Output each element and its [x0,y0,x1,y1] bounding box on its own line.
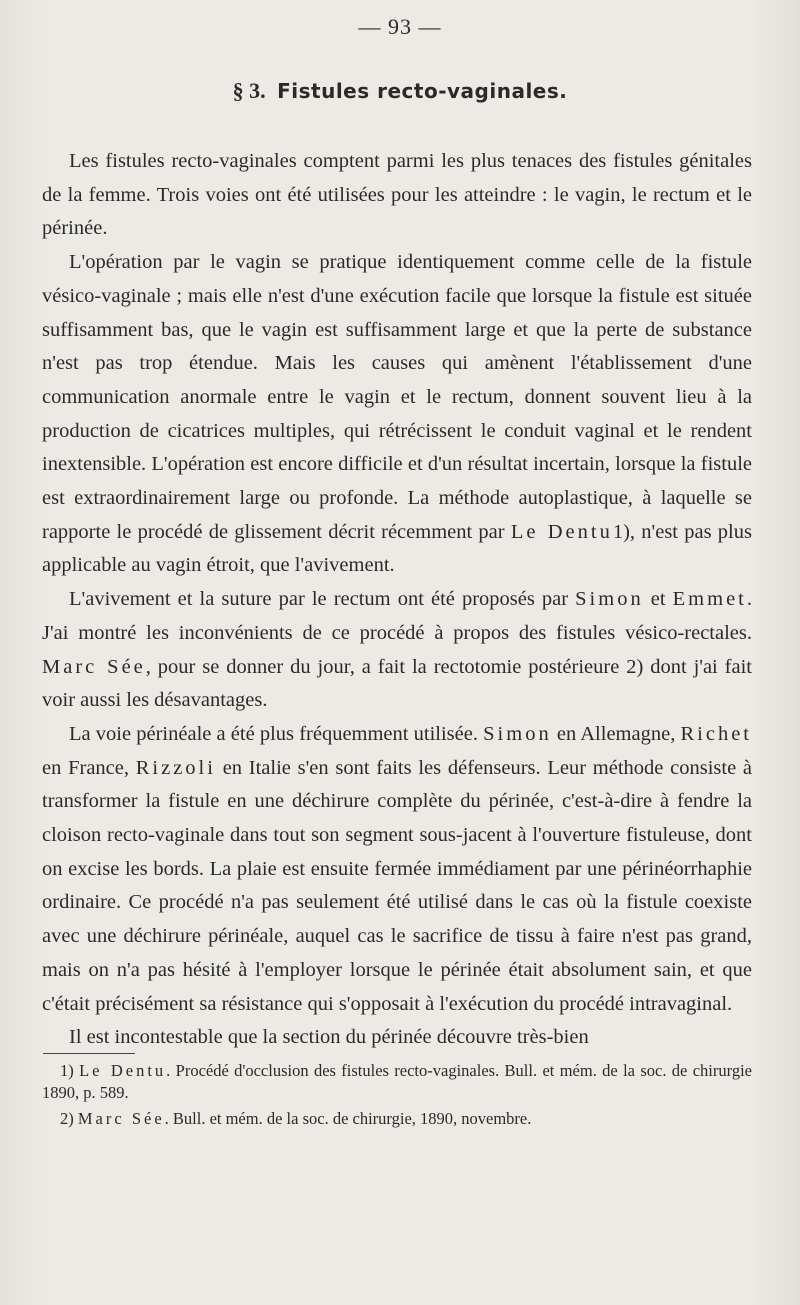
section-title: Fistules recto-vaginales. [277,79,568,103]
text-run: . Bull. et mém. de la soc. de chirurgie, 1890, novembre. [164,1109,532,1128]
text-run: , pour se donner du jour, a fait la rectotomie postérieure 2) dont j'ai fait voir aussi les désavantages. [42,655,752,712]
footnote [42,1108,752,1130]
author-name: Le Dentu [79,1061,167,1080]
author-name: Marc Sée [77,1109,165,1128]
section-number: § 3. [232,78,266,103]
text-run: 1), n'est pas plus applicable au vagin étroit, que l'avivement. [42,520,752,577]
paragraph [42,1021,752,1055]
text-run: L'avivement et la suture par le rectum ont été proposés par [69,588,576,611]
author-name: Simon [483,722,552,745]
body-text [42,145,752,1055]
text-run: . J'ai montré les inconvénients de ce procédé à propos des fistules vésico-rectales. [42,588,752,644]
author-name: Le Dentu [510,520,613,543]
paragraph [42,583,752,718]
text-run: en Allemagne, [551,722,681,745]
text-run: Il est incontestable que la section du périnée découvre très-bien [69,1026,589,1049]
footnote [42,1060,752,1104]
text-run: L'opération par le vagin se pratique identiquement comme celle de la fistule vésico-vaginale ; mais elle n'est d'une exécution facile que lorsque la fistule est située suffisamment bas, que le vagin est suffisamment large et que la perte de substance n'est pas trop étendue. Mais les causes qui amènent l'établissement d'une communication anormale entre le vagin et le rectum, donnent souvent lieu à la production de cicatrices multiples, qui rétrécissent le conduit vaginal et le rendent inextensible. L'opération est encore difficile et d'un résultat incertain, lorsque la fistule est extraordinairement large ou profonde. La méthode autoplastique, à laquelle se rapporte le procédé de glissement décrit récemment par [42,251,752,543]
footnotes [42,1060,752,1134]
text-run: en France, [42,756,136,779]
section-heading [0,78,800,104]
text-run: en Italie s'en sont faits les défenseurs. Leur méthode consiste à transformer la fistule en une déchirure complète du périnée, c'est-à-dire à fendre la cloison recto-vaginale dans tout son segment sous-jacent à l'ouverture fistuleuse, dont on excise les bords. La plaie est ensuite fermée immédiament par une périnéorrhaphie ordinaire. Ce procédé n'a pas seulement été utilisé dans le cas où la fistule coexiste avec une déchirure périnéale, auquel cas le sacrifice de tissu à faire n'est pas grand, mais on n'a pas hésité à l'employer lorsque le périnée était absolument sain, et que c'était précisément sa résistance qui s'opposait à l'exécution du procédé intravaginal. [42,756,753,1015]
paragraph [42,246,752,583]
text-run: et [643,588,673,611]
page-number: — 93 — [358,14,442,39]
author-name: Simon [575,588,644,611]
author-name: Marc Sée [42,655,146,678]
author-name: Richet [680,722,752,745]
author-name: Rizzoli [135,756,216,779]
footnote-separator [43,1053,135,1054]
paragraph [42,145,752,246]
paragraph [42,718,752,1021]
author-name: Emmet [672,588,747,611]
text-run: La voie périnéale a été plus fréquemment utilisée. [69,722,484,745]
text-run: 2) [60,1109,78,1128]
text-run: 1) [60,1061,80,1080]
text-run: Les fistules recto-vaginales comptent parmi les plus tenaces des fistules génitales de la femme. Trois voies ont été utilisées pour les atteindre : le vagin, le rectum et le périnée. [42,150,752,240]
text-run: . Procédé d'occlusion des fistules recto-vaginales. Bull. et mém. de la soc. de chirurgie 1890, p. 589. [42,1061,752,1102]
